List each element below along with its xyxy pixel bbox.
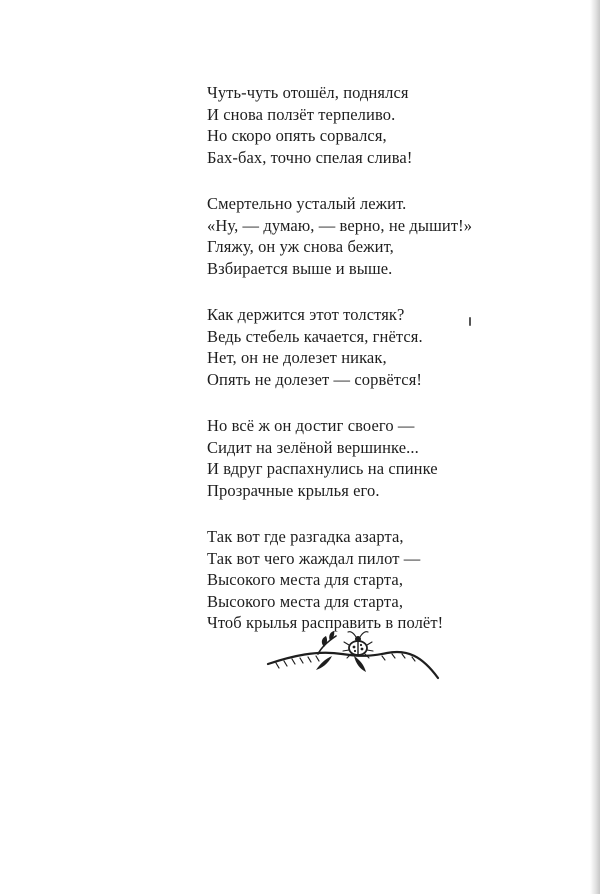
poem-line: Высокого места для старта, — [207, 570, 404, 589]
page-edge-shadow — [590, 0, 600, 894]
stanza-3 — [207, 304, 547, 390]
stanza-2 — [207, 193, 547, 279]
poem-line: Смертельно усталый лежит. — [207, 194, 407, 213]
poem-line: Но скоро опять сорвался, — [207, 126, 387, 145]
poem-line: И вдруг распахнулись на спинке — [207, 459, 438, 478]
beetle-on-stem-icon — [262, 626, 442, 686]
poem-line: Так вот чего жаждал пилот — — [207, 548, 421, 568]
stanza-4 — [207, 415, 547, 501]
poem-line: Как держится этот толстяк? — [207, 305, 405, 324]
stanza-1 — [207, 82, 547, 168]
poem-line: Чтоб крылья расправить в полёт! — [207, 613, 444, 632]
poem-line: Взбирается выше и выше. — [207, 258, 393, 278]
poem-line: Так вот где разгадка азарта, — [207, 527, 404, 546]
poem-line: Ведь стебель качается, гнётся. — [207, 326, 423, 346]
poem-line: «Ну, — думаю, — верно, не дышит!» — [207, 215, 473, 235]
poem-line: Но всё ж он достиг своего — — [207, 416, 415, 435]
poem-line: Бах-бах, точно спелая слива! — [207, 147, 413, 167]
poem — [207, 82, 547, 659]
print-speck — [469, 317, 471, 326]
poem-line: Гляжу, он уж снова бежит, — [207, 237, 394, 256]
poem-line: Опять не долезет — сорвётся! — [207, 369, 423, 389]
poem-line: Сидит на зелёной вершинке... — [207, 437, 419, 457]
poem-line: И снова ползёт терпеливо. — [207, 104, 396, 124]
poem-line: Нет, он не долезет никак, — [207, 348, 387, 367]
poem-line: Высокого места для старта, — [207, 591, 404, 611]
poem-line: Прозрачные крылья его. — [207, 480, 380, 500]
stanza-5 — [207, 526, 547, 634]
poem-line: Чуть-чуть отошёл, поднялся — [207, 83, 409, 102]
